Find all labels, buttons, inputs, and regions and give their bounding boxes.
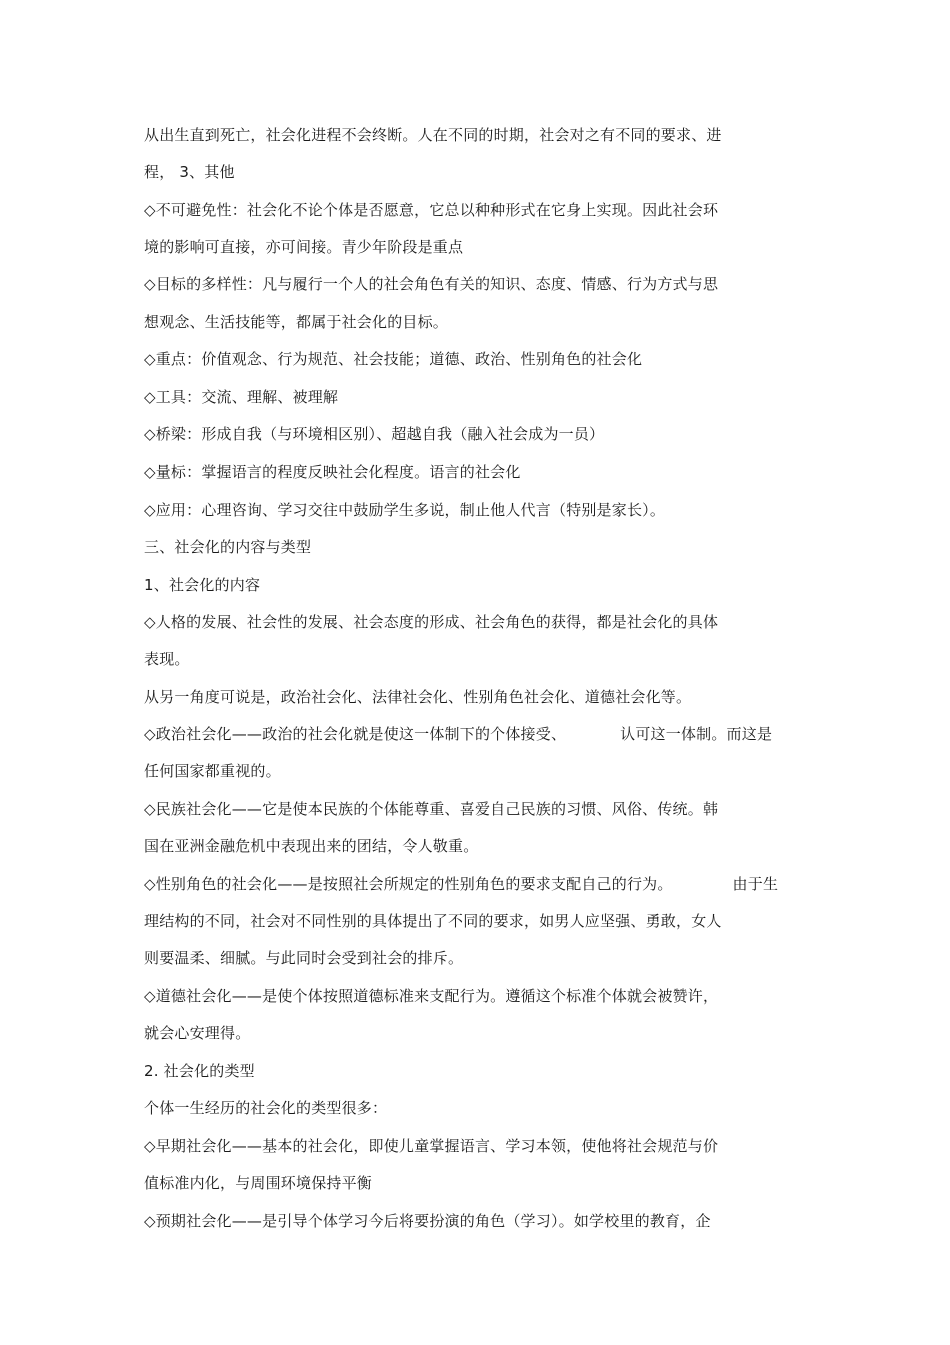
text-line: ◇工具：交流、理解、被理解 (144, 388, 339, 406)
text-line: 任何国家都重视的。 (144, 762, 281, 780)
text-line: 境的影响可直接，亦可间接。青少年阶段是重点 (144, 238, 464, 256)
text-line: ◇桥梁：形成自我（与环境相区别）、超越自我（融入社会成为一员） (144, 425, 605, 443)
subsection-heading: 2. 社会化的类型 (144, 1062, 255, 1080)
text-line: 想观念、生活技能等，都属于社会化的目标。 (144, 313, 449, 331)
text-line: 个体一生经历的社会化的类型很多： (144, 1099, 388, 1117)
text-line: 值标准内化，与周围环境保持平衡 (144, 1174, 373, 1192)
text-line: 表现。 (144, 650, 190, 668)
text-line: 就会心安理得。 (144, 1024, 251, 1042)
text-line: ◇道德社会化——是使个体按照道德标准来支配行为。遵循这个标准个体就会被赞许， (144, 987, 719, 1005)
text-segment: 由于生 (732, 875, 779, 893)
text-segment: 认可这一体制。而这是 (620, 725, 773, 743)
text-line: ◇重点：价值观念、行为规范、社会技能；道德、政治、性别角色的社会化 (144, 350, 643, 368)
text-line: ◇应用：心理咨询、学习交往中鼓励学生多说，制止他人代言（特别是家长）。 (144, 501, 666, 519)
text-line: ◇不可避免性：社会化不论个体是否愿意，它总以种种形式在它身上实现。因此社会环 (144, 201, 719, 219)
text-line (144, 874, 778, 894)
subsection-heading: 1、社会化的内容 (144, 576, 261, 594)
text-line: ◇人格的发展、社会性的发展、社会态度的形成、社会角色的获得，都是社会化的具体 (144, 613, 719, 631)
text-line: ◇民族社会化——它是使本民族的个体能尊重、喜爱自己民族的习惯、风俗、传统。韩 (144, 800, 719, 818)
text-line: 从出生直到死亡，社会化进程不会终断。人在不同的时期，社会对之有不同的要求、进 (144, 126, 722, 144)
text-line: ◇预期社会化——是引导个体学习今后将要扮演的角色（学习）。如学校里的教育，企 (144, 1212, 711, 1230)
section-heading: 三、社会化的内容与类型 (144, 538, 312, 556)
text-line: 从另一角度可说是，政治社会化、法律社会化、性别角色社会化、道德社会化等。 (144, 688, 692, 706)
text-segment: ◇性别角色的社会化——是按照社会所规定的性别角色的要求支配自己的行为。 (144, 875, 673, 893)
text-line: ◇量标：掌握语言的程度反映社会化程度。语言的社会化 (144, 463, 521, 481)
text-line: 则要温柔、细腻。与此同时会受到社会的排斥。 (144, 949, 464, 967)
text-segment: ◇政治社会化——政治的社会化就是使这一体制下的个体接受、 (144, 725, 567, 743)
text-line: ◇早期社会化——基本的社会化，即使儿童掌握语言、学习本领，使他将社会规范与价 (144, 1137, 719, 1155)
text-line: 理结构的不同，社会对不同性别的具体提出了不同的要求，如男人应坚强、勇敢，女人 (144, 912, 722, 930)
text-line: 国在亚洲金融危机中表现出来的团结，令人敬重。 (144, 837, 479, 855)
text-line: ◇目标的多样性：凡与履行一个人的社会角色有关的知识、态度、情感、行为方式与思 (144, 275, 719, 293)
text-line (144, 724, 772, 744)
text-line: 程， 3、其他 (144, 163, 235, 181)
